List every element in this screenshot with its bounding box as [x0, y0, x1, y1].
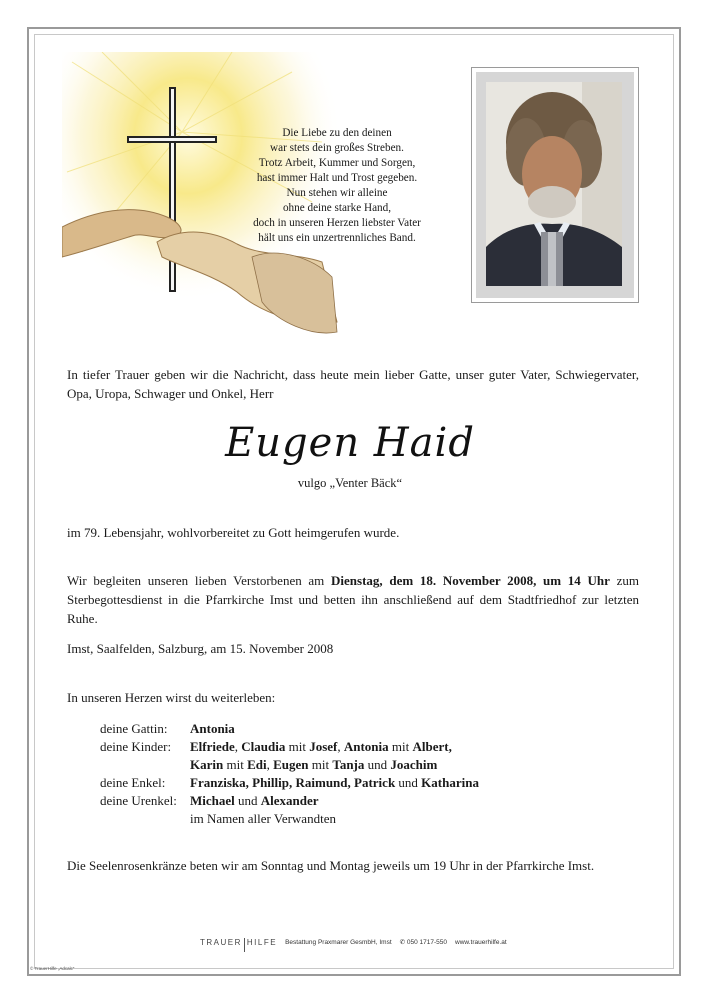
poem-line: doch in unseren Herzen liebster Vater	[253, 217, 421, 229]
family-names	[190, 792, 640, 810]
family-row-relatives	[100, 810, 640, 828]
poem-line: hält uns ein unzertrennliches Band.	[258, 232, 416, 244]
poem-line: ohne deine starke Hand,	[282, 202, 392, 214]
nickname: vulgo „Venter Bäck“	[297, 476, 403, 490]
name: Phillip	[252, 775, 289, 790]
poem-line: Trotz Arbeit, Kummer und Sorgen,	[258, 157, 416, 169]
funeral-post: zum Sterbegottesdienst in die Pfarrkirche Imst und betten ihn anschließend auf dem Stadtfriedhof zur letzten Ruhe.	[67, 573, 639, 626]
family-label: deine Kinder:	[100, 739, 172, 754]
copyright-note: © TrauerHilfe „Adcalc“	[30, 966, 75, 971]
age-line: im 79. Lebensjahr, wohlvorbereitet zu Gott heimgerufen wurde.	[67, 525, 400, 540]
trauerhilfe-logo	[200, 935, 277, 949]
logo-right: HILFE	[246, 937, 278, 947]
poem-line: war stets dein großes Streben.	[270, 142, 404, 154]
sep: und	[364, 757, 391, 772]
name: Albert	[412, 739, 449, 754]
family-row-urenkel	[100, 792, 640, 810]
sep: ,	[337, 739, 344, 754]
sep: und	[395, 775, 422, 790]
hearts-line: In unseren Herzen wirst du weiterleben:	[67, 690, 276, 705]
portrait-mat	[476, 72, 634, 298]
name: Josef	[309, 739, 338, 754]
funeral-date: Dienstag, dem 18. November 2008, um 14 Uhr	[331, 573, 610, 588]
name: Claudia	[241, 739, 286, 754]
deceased-name: Eugen Haid	[225, 420, 475, 466]
phone-number: ✆ 050 1717-550	[399, 939, 447, 946]
poem-line: hast immer Halt und Trost gegeben.	[256, 172, 418, 184]
name: Franziska	[190, 775, 246, 790]
family-row-gattin	[100, 720, 640, 738]
logo-divider	[244, 938, 245, 952]
family-names	[190, 738, 640, 756]
family-names	[190, 756, 640, 774]
place-date: Imst, Saalfelden, Salzburg, am 15. November 2008	[67, 641, 334, 656]
funeral-pre: Wir begleiten unseren lieben Verstorbenen am	[67, 573, 332, 588]
name: Raimund	[295, 775, 348, 790]
name: Michael	[190, 793, 235, 808]
family-names: Antonia	[190, 721, 235, 736]
poem	[222, 126, 452, 246]
sep: ,	[245, 775, 253, 790]
family-row-kinder	[100, 738, 640, 756]
name: Patrick	[354, 775, 396, 790]
name: Joachim	[390, 757, 438, 772]
name: Edi	[247, 757, 267, 772]
portrait-illustration	[486, 82, 622, 286]
poem-line: Nun stehen wir alleine	[286, 187, 388, 199]
name: Elfriede	[190, 739, 235, 754]
sep: mit	[308, 757, 333, 772]
family-names	[190, 774, 640, 792]
website-link[interactable]: www.trauerhilfe.at	[455, 938, 507, 946]
family-label-empty	[100, 756, 190, 774]
sep: ,	[448, 739, 452, 754]
family-label: deine Urenkel:	[100, 793, 177, 808]
name: Tanja	[332, 757, 365, 772]
poem-line: Die Liebe zu den deinen	[282, 127, 392, 139]
family-row-kinder-2	[100, 756, 640, 774]
family-label: deine Gattin:	[100, 721, 168, 736]
sep: mit	[285, 739, 310, 754]
name: Katharina	[421, 775, 479, 790]
name: Karin	[190, 757, 224, 772]
sep: ,	[234, 739, 242, 754]
name: Eugen	[273, 757, 309, 772]
company-name: Bestattung Praxmarer GesmbH, Imst	[285, 938, 392, 946]
name: Alexander	[260, 793, 319, 808]
funeral-info	[67, 571, 639, 628]
sep: mit	[388, 739, 413, 754]
family-row-enkel	[100, 774, 640, 792]
family-label: deine Enkel:	[100, 775, 166, 790]
sep: und	[234, 793, 261, 808]
family-list	[100, 720, 640, 828]
family-label-empty	[100, 810, 190, 828]
relatives-line: im Namen aller Verwandten	[190, 811, 336, 826]
rosary-info: Die Seelenrosenkränze beten wir am Sonntag und Montag jeweils um 19 Uhr in der Pfarrkirche Imst.	[67, 858, 595, 873]
sep: ,	[288, 775, 296, 790]
footer	[200, 934, 520, 950]
name: Antonia	[343, 739, 389, 754]
logo-left: TRAUER	[200, 937, 242, 947]
sep: ,	[266, 757, 274, 772]
portrait-frame	[471, 67, 639, 303]
portrait-photo	[486, 82, 622, 286]
sep: ,	[347, 775, 355, 790]
announcement-intro: In tiefer Trauer geben wir die Nachricht, dass heute mein lieber Gatte, unser guter Vater, Schwiegervater, Opa, Uropa, Schwager und Onkel, Herr	[67, 367, 639, 401]
sep: mit	[223, 757, 248, 772]
